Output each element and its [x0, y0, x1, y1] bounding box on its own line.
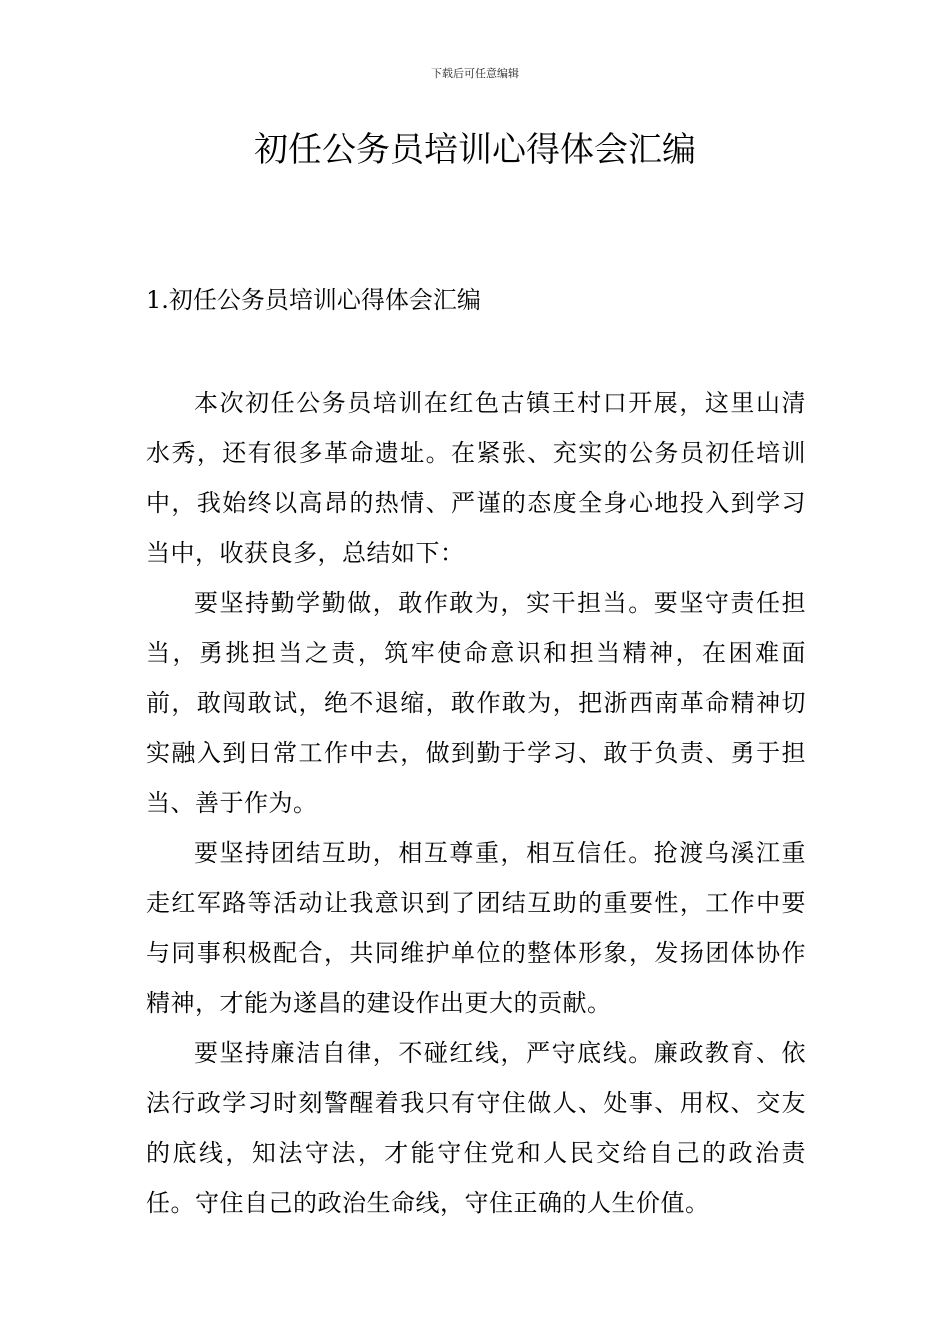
- header-note: 下载后可任意编辑: [431, 67, 519, 80]
- section-heading: 1.初任公务员培训心得体会汇编: [146, 286, 481, 314]
- paragraph-2: 要坚持勤学勤做，敢作敢为，实干担当。要坚守责任担当，勇挑担当之责，筑牢使命意识和担当精神，在困难面前，敢闯敢试，绝不退缩，敢作敢为，把浙西南革命精神切实融入到日常工作中去，做到勤于学习、敢于负责、勇于担当、善于作为。: [146, 589, 806, 817]
- paragraph-4: 要坚持廉洁自律，不碰红线，严守底线。廉政教育、依法行政学习时刻警醒着我只有守住做人、处事、用权、交友的底线，知法守法，才能守住党和人民交给自己的政治责任。守住自己的政治生命线，守住正确的人生价值。: [146, 1039, 806, 1217]
- document-title: 初任公务员培训心得体会汇编: [254, 130, 696, 170]
- document-body: [146, 378, 806, 1228]
- paragraph-1: 本次初任公务员培训在红色古镇王村口开展，这里山清水秀，还有很多革命遗址。在紧张、充实的公务员初任培训中，我始终以高昂的热情、严谨的态度全身心地投入到学习当中，收获良多，总结如下：: [146, 389, 806, 567]
- paragraph-3: 要坚持团结互助，相互尊重，相互信任。抢渡乌溪江重走红军路等活动让我意识到了团结互助的重要性，工作中要与同事积极配合，共同维护单位的整体形象，发扬团体协作精神，才能为遂昌的建设作出更大的贡献。: [146, 839, 806, 1017]
